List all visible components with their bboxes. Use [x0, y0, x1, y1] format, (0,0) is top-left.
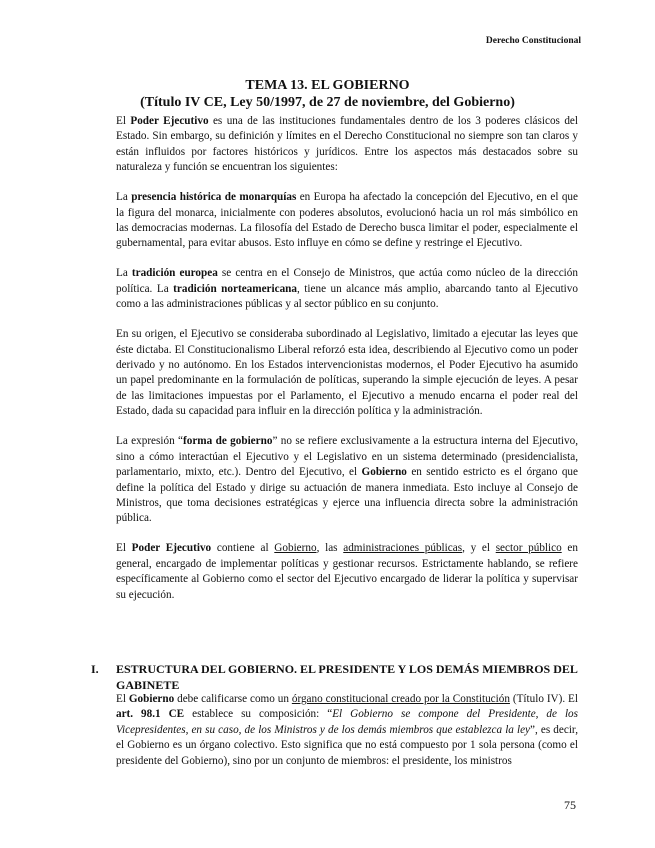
page-number: 75 [564, 798, 576, 812]
underlined-term: Gobierno [274, 542, 317, 555]
section-heading [91, 661, 578, 693]
underlined-term: órgano constitucional creado por la Constitución [291, 693, 510, 705]
bold-term: Poder Ejecutivo [130, 115, 209, 127]
bold-term: presencia histórica de monarquías [131, 191, 297, 204]
text-run: La [116, 267, 132, 280]
text-run: El [116, 115, 131, 127]
underlined-term: sector público [495, 542, 562, 555]
bold-term: forma de gobierno [183, 435, 273, 448]
text-run: en sentido estricto es el órgano que define la política del Estado y dirige su actuación de manera inmediata. Esto incluye al Consejo de Ministros, que toma decisiones estratégicas y ejerce una influencia directa sobre la administración pública. [116, 466, 578, 525]
bold-term: tradición norteamericana [173, 282, 297, 295]
underlined-term: administraciones públicas [343, 542, 463, 555]
bold-term: tradición europea [131, 267, 218, 280]
text-run: en Europa ha afectado la concepción del Ejecutivo, en el que la figura del monarca, inicialmente con poderes absolutos, evolucionó hacia un rol más simbólico en las democracias modernas. La filosofía del Estado de Derecho busca limitar el poder, especialmente el gubernamental, para evitar abusos. Esto influye en cómo se define y restringe el Ejecutivo. [116, 191, 578, 250]
paragraph-2 [116, 190, 578, 252]
bold-term: Gobierno [361, 466, 407, 479]
text-run: La expresión “ [116, 435, 184, 448]
paragraph-1 [116, 114, 578, 176]
text-run: ” no se refiere exclusivamente a la estructura interna del Ejecutivo, sino a cómo interactúan el Ejecutivo y el Legislativo en un sistema determinado (presidencialista, parlamentario, mixto, etc.). Dentro del Ejecutivo, el [116, 435, 578, 479]
paragraph-4 [116, 327, 578, 419]
text-run: establece su composición: “ [184, 708, 333, 721]
paragraph-3 [116, 266, 578, 312]
text-run: El [116, 542, 132, 555]
text-run: (Título IV). El [509, 693, 578, 705]
text-run: en general, encargado de implementar políticas y gestionar recursos. Estrictamente hablando, se refiere específicamente al Gobierno como el sector del Ejecutivo encargado de liderar la política y supervisar su ejecución. [116, 542, 578, 601]
text-run: , las [316, 542, 344, 555]
paragraph-6 [116, 541, 578, 603]
text-run: , y el [462, 542, 496, 555]
title-subtitle: (Título IV CE, Ley 50/1997, de 27 de noviembre, del Gobierno) [140, 95, 515, 110]
paragraph-5 [116, 434, 578, 526]
bold-term: Poder Ejecutivo [131, 542, 212, 555]
text-run: se centra en el Consejo de Ministros, que actúa como núcleo de la dirección política. La [116, 267, 578, 295]
text-run: es una de las instituciones fundamentales dentro de los 3 poderes clásicos del Estado. Sin embargo, su definición y límites en el Derecho Constitucional no siempre son tan claros y están influidos por factores históricos y jurídicos. Entre los aspectos más destacados sobre su naturaleza y función se encuentran los siguientes: [116, 115, 578, 174]
bold-term: Gobierno [128, 693, 175, 705]
intro-content [116, 114, 578, 603]
text-run: ”, es decir, el Gobierno es un órgano colectivo. Esto significa que no está compuesto por 1 sola persona (como el presidente del Gobierno), sino por un conjunto de miembros: el presidente, los ministros [116, 723, 579, 767]
document-title [0, 77, 655, 111]
title-main: TEMA 13. EL GOBIERNO [245, 78, 410, 93]
text-run: , tiene un alcance más amplio, abarcando tanto al Ejecutivo como a las administraciones públicas y al sector público en su conjunto. [116, 282, 578, 311]
section-1-body [116, 692, 578, 769]
running-header: Derecho Constitucional [485, 36, 581, 46]
text-run: En su origen, el Ejecutivo se consideraba subordinado al Legislativo, limitado a ejecutar las leyes que éste dictaba. El Constitucionalismo Liberal reforzó esta idea, describiendo al Ejecutivo como un poder derivado y no autónomo. En los Estados intervencionistas modernos, el Poder Ejecutivo ha asumido un papel predominante en la formulación de políticas, superando la simple ejecución de leyes. A pesar de las limitaciones impuestas por el Parlamento, el Ejecutivo a menudo encarna el poder real del Estado, dada su capacidad para influir en la dirección política y la administración. [116, 328, 578, 418]
section-number: I. [91, 662, 99, 676]
text-run: La [116, 191, 132, 204]
italic-quote: El Gobierno se compone del Presidente, de los Vicepresidentes, en su caso, de los Ministros y de los demás miembros que establezca la ley [116, 708, 579, 736]
bold-term: art. 98.1 CE [116, 708, 185, 721]
text-run: El [116, 693, 129, 705]
text-run: debe calificarse como un [174, 693, 292, 705]
section-title: ESTRUCTURA DEL GOBIERNO. EL PRESIDENTE Y LOS DEMÁS MIEMBROS DEL GABINETE [116, 662, 578, 692]
text-run: contiene al [211, 542, 275, 555]
